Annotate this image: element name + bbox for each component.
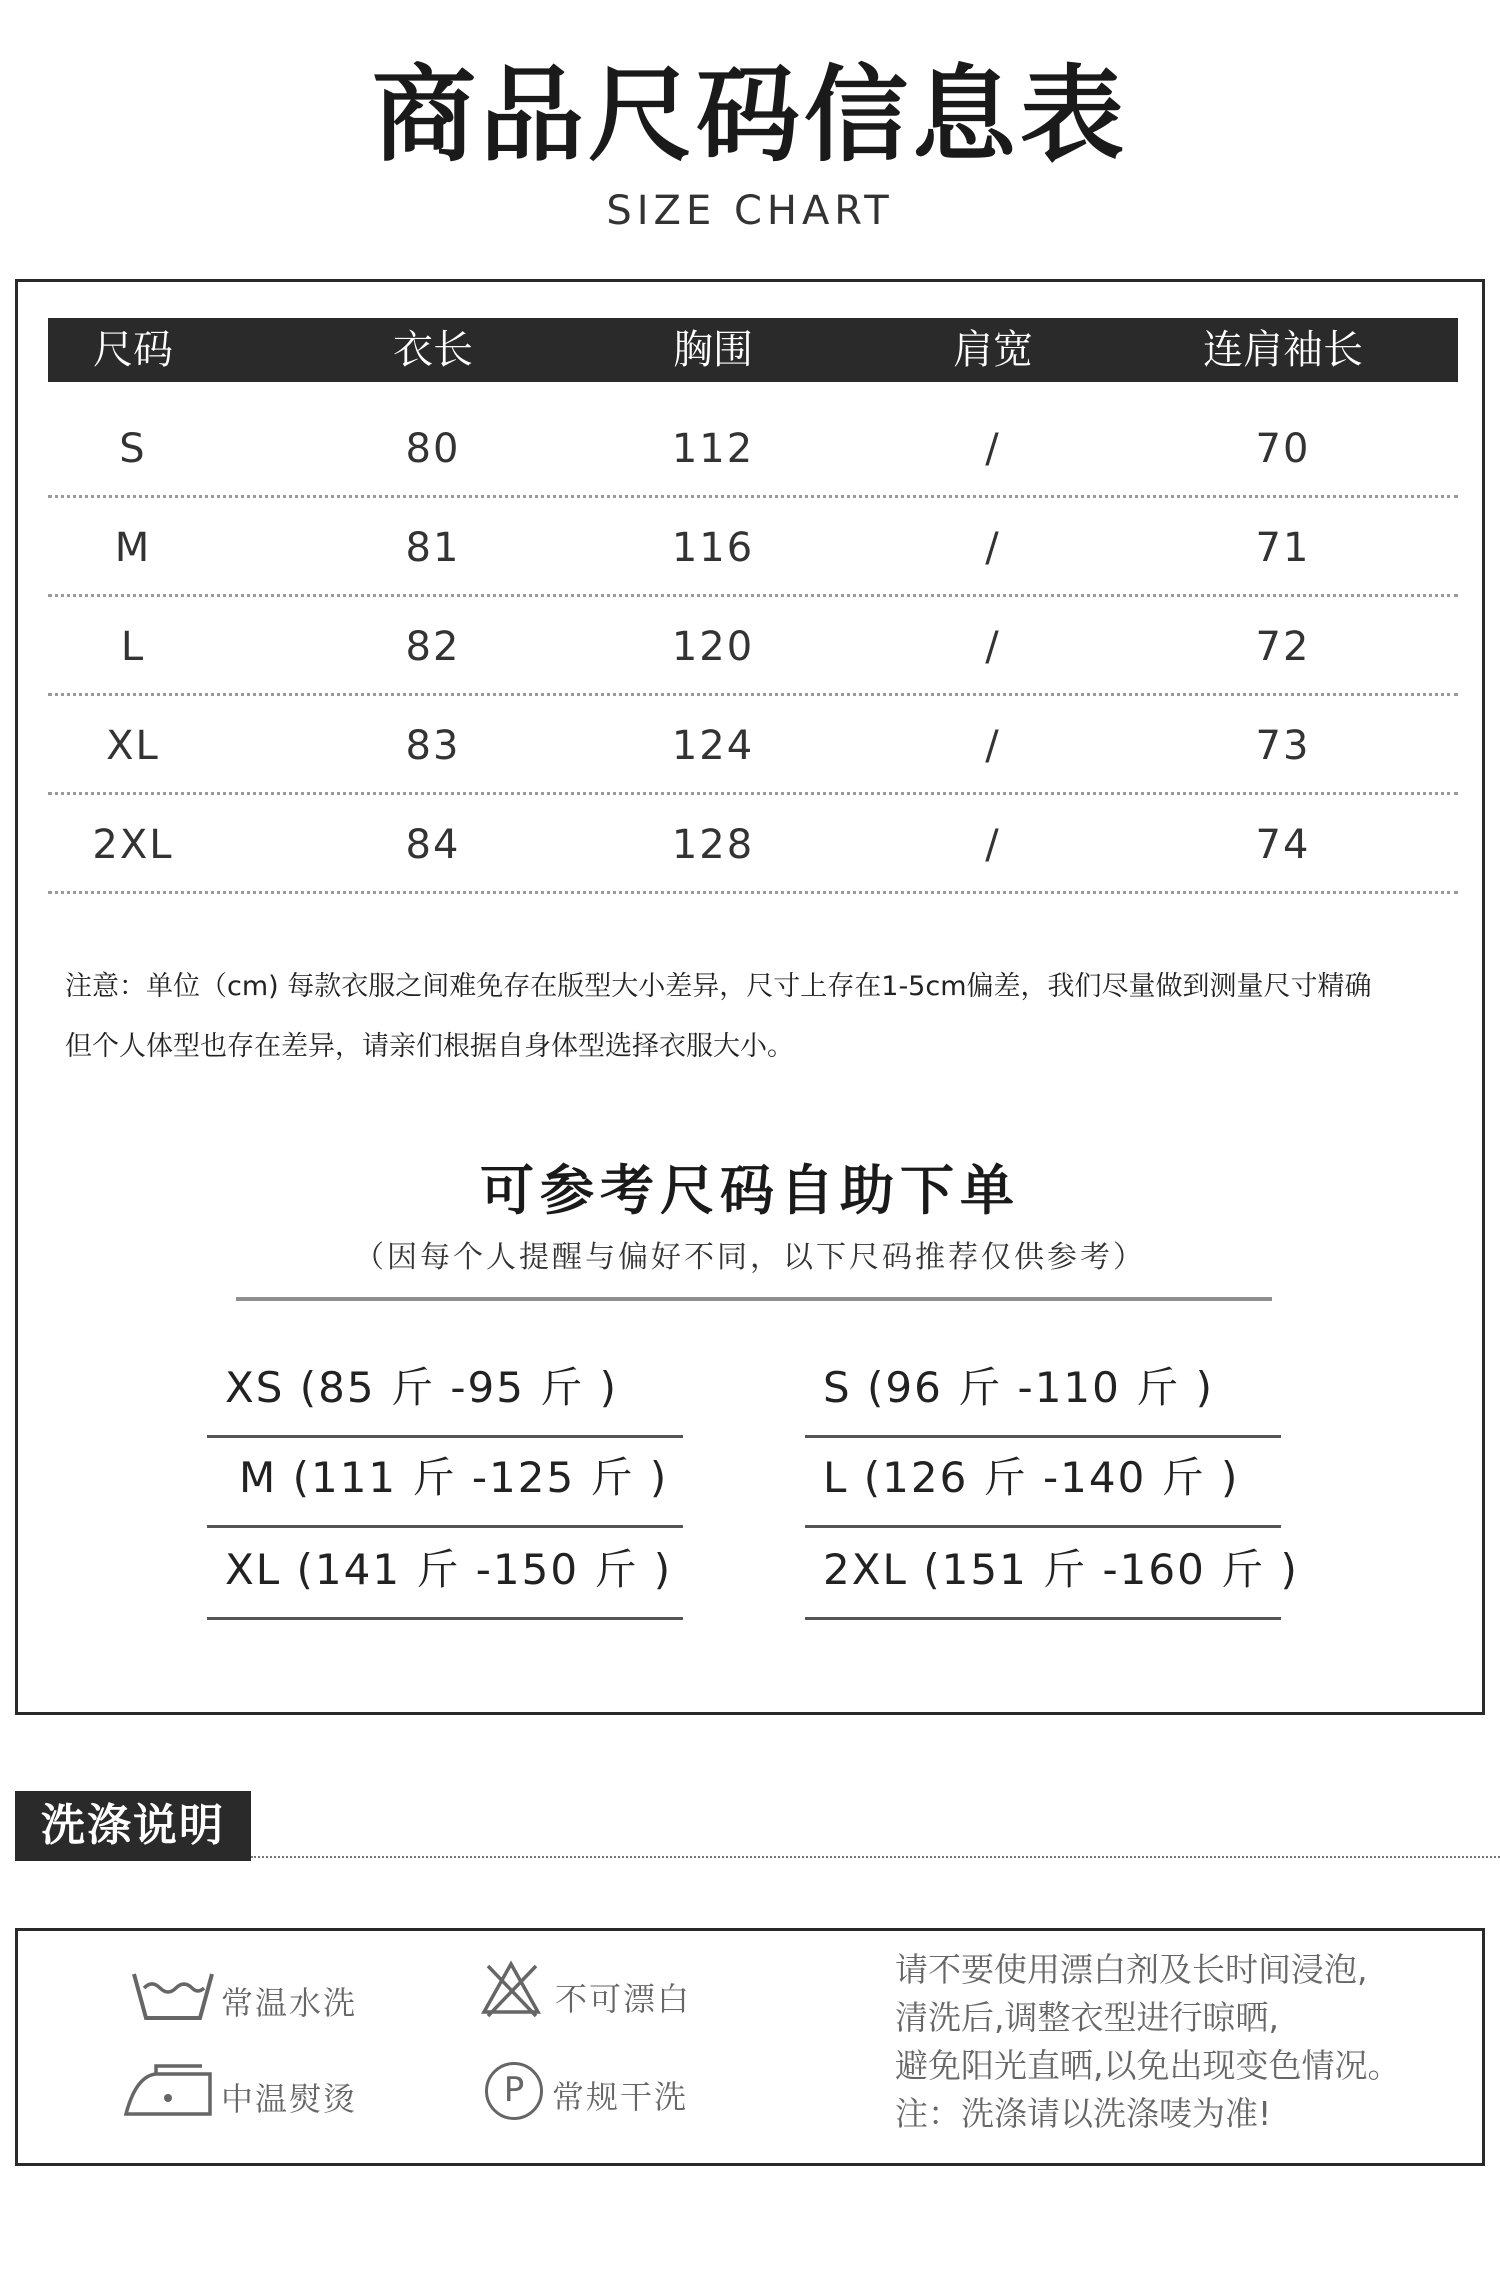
cell-shoulder: / <box>985 723 1001 769</box>
column-header-shoulder: 肩宽 <box>953 327 1033 373</box>
cell-sleeve: 74 <box>1255 822 1311 868</box>
dry-clean-label: 常规干洗 <box>552 2078 689 2116</box>
cell-shoulder: / <box>985 624 1001 670</box>
table-row <box>48 499 1458 597</box>
recommend-title: 可参考尺码自助下单 <box>480 1159 1020 1222</box>
column-header-sleeve: 连肩袖长 <box>1203 327 1363 373</box>
recommend-item-m <box>207 1438 683 1528</box>
page-title: 商品尺码信息表 <box>371 54 1128 176</box>
recommend-item-xs <box>207 1348 683 1438</box>
cell-sleeve: 71 <box>1255 525 1311 571</box>
cell-length: 80 <box>405 426 461 472</box>
recommend-item-label: 2XL (151 斤 -160 斤 ) <box>823 1545 1299 1594</box>
recommend-divider <box>236 1297 1272 1301</box>
cell-sleeve: 70 <box>1255 426 1311 472</box>
recommend-item-xl <box>207 1530 683 1620</box>
washing-instruction-line: 清洗后,调整衣型进行晾晒, <box>895 1998 1279 2037</box>
size-note-line1: 注意：单位（cm) 每款衣服之间难免存在版型大小差异，尺寸上存在1-5cm偏差，我们尽量做到测量尺寸精确 <box>65 971 1372 1002</box>
size-table-header <box>48 318 1458 382</box>
column-header-length: 衣长 <box>393 327 473 373</box>
cell-size: 2XL <box>92 822 174 868</box>
cell-shoulder: / <box>985 822 1001 868</box>
recommend-item-label: M (111 斤 -125 斤 ) <box>239 1453 669 1502</box>
cell-size: XL <box>106 723 160 769</box>
column-header-chest: 胸围 <box>673 327 753 373</box>
recommend-subtitle: （因每个人提醒与偏好不同，以下尺码推荐仅供参考） <box>354 1240 1146 1275</box>
recommend-item-l <box>805 1438 1281 1528</box>
washing-heading: 洗涤说明 <box>15 1791 251 1861</box>
iron-icon <box>122 2062 216 2120</box>
cell-sleeve: 72 <box>1255 624 1311 670</box>
table-row <box>48 598 1458 696</box>
cell-chest: 116 <box>671 525 755 571</box>
cell-chest: 120 <box>671 624 755 670</box>
wash-basin-icon <box>130 1962 216 2024</box>
dry-clean-p-icon: P <box>485 2062 543 2120</box>
washing-heading-divider <box>251 1856 1500 1858</box>
cell-size: S <box>119 426 147 472</box>
no-bleach-icon <box>480 1958 542 2020</box>
cell-length: 84 <box>405 822 461 868</box>
table-row <box>48 796 1458 894</box>
recommend-item-label: S (96 斤 -110 斤 ) <box>823 1363 1214 1412</box>
cell-chest: 124 <box>671 723 755 769</box>
iron-label: 中温熨烫 <box>221 2080 358 2118</box>
page-subtitle: SIZE CHART <box>606 188 894 234</box>
column-header-size: 尺码 <box>93 327 173 373</box>
washing-instruction-line: 避免阳光直晒,以免出现变色情况。 <box>895 2046 1401 2085</box>
cell-length: 81 <box>405 525 461 571</box>
cell-length: 83 <box>405 723 461 769</box>
recommend-item-2xl <box>805 1530 1299 1620</box>
recommend-item-label: XS (85 斤 -95 斤 ) <box>225 1363 618 1412</box>
cell-chest: 112 <box>671 426 755 472</box>
cell-length: 82 <box>405 624 461 670</box>
size-note-line2: 但个人体型也存在差异，请亲们根据自身体型选择衣服大小。 <box>65 1031 794 1062</box>
table-row <box>48 697 1458 795</box>
wash-basin-label: 常温水洗 <box>221 1984 358 2022</box>
recommend-item-label: XL (141 斤 -150 斤 ) <box>225 1545 673 1594</box>
no-bleach-label: 不可漂白 <box>555 1980 692 2018</box>
washing-instruction-line: 请不要使用漂白剂及长时间浸泡, <box>895 1950 1368 1989</box>
cell-chest: 128 <box>671 822 755 868</box>
cell-size: M <box>114 525 152 571</box>
table-row <box>48 400 1458 498</box>
recommend-item-label: L (126 斤 -140 斤 ) <box>823 1453 1240 1502</box>
cell-size: L <box>120 624 146 670</box>
cell-shoulder: / <box>985 525 1001 571</box>
cell-sleeve: 73 <box>1255 723 1311 769</box>
recommend-item-s <box>805 1348 1281 1438</box>
cell-shoulder: / <box>985 426 1001 472</box>
washing-instruction-line: 注：洗涤请以洗涤唛为准! <box>895 2094 1272 2133</box>
